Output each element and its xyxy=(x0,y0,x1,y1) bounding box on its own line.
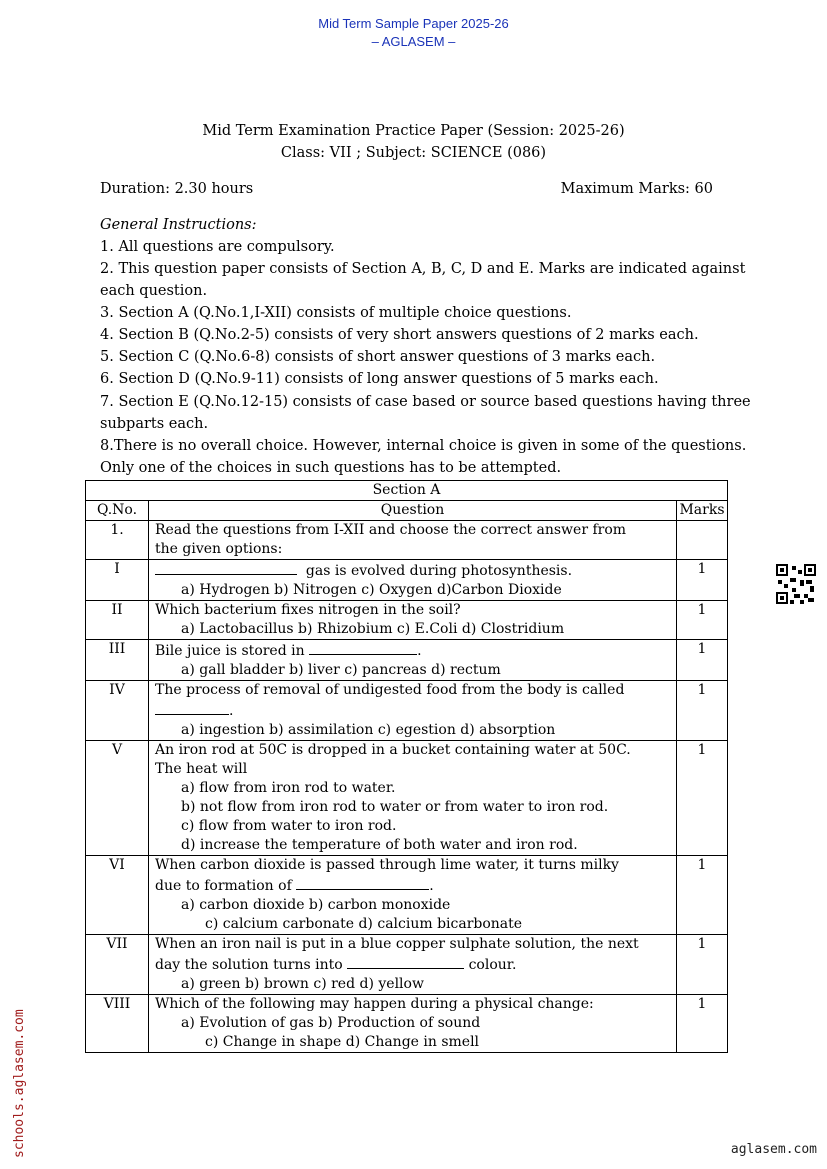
instruction-line: 4. Section B (Q.No.2-5) consists of very short answers questions of 2 marks each. xyxy=(100,327,699,343)
question-number: V xyxy=(86,741,149,856)
marks: 1 xyxy=(677,935,728,995)
options: a) Evolution of gas b) Production of sound xyxy=(181,1015,481,1031)
table-row xyxy=(86,741,728,856)
header-title: Mid Term Sample Paper 2025-26 xyxy=(318,16,509,31)
question-number: III xyxy=(86,640,149,681)
question-text: When carbon dioxide is passed through lime water, it turns milky due to formation of . a) carbon dioxide b) carbon monoxide c) calcium carbonate d) calcium bicarbonate xyxy=(149,856,677,935)
option: b) not flow from iron rod to water or from water to iron rod. xyxy=(181,799,609,815)
instruction-line: 6. Section D (Q.No.9-11) consists of long answer questions of 5 marks each. xyxy=(100,371,659,387)
col-qno-header: Q.No. xyxy=(86,501,149,521)
instruction-line: each question. xyxy=(100,283,208,299)
marks: 1 xyxy=(677,856,728,935)
instruction-line: subparts each. xyxy=(100,416,209,432)
question-text: Which bacterium fixes nitrogen in the soil? a) Lactobacillus b) Rhizobium c) E.Coli d) Clostridium xyxy=(149,601,677,640)
options: a) green b) brown c) red d) yellow xyxy=(181,976,424,992)
answer-blank xyxy=(155,700,229,715)
instruction-line: 3. Section A (Q.No.1,I-XII) consists of multiple choice questions. xyxy=(100,305,572,321)
instruction-line: 5. Section C (Q.No.6-8) consists of short answer questions of 3 marks each. xyxy=(100,349,656,365)
option: d) increase the temperature of both water and iron rod. xyxy=(181,837,578,853)
options: c) calcium carbonate d) calcium bicarbonate xyxy=(205,916,523,932)
answer-blank xyxy=(296,875,429,890)
table-row xyxy=(86,681,728,741)
options: a) ingestion b) assimilation c) egestion d) absorption xyxy=(181,722,556,738)
marks: 1 xyxy=(677,560,728,601)
paper-subtitle: Class: VII ; Subject: SCIENCE (086) xyxy=(280,145,547,161)
answer-blank xyxy=(309,640,417,655)
instruction-line: 8.There is no overall choice. However, internal choice is given in some of the questions. xyxy=(100,438,747,454)
footer-url[interactable]: aglasem.com xyxy=(730,1142,817,1157)
col-question-header: Question xyxy=(149,501,677,521)
question-text: When an iron nail is put in a blue copper sulphate solution, the next day the solution turns into colour. a) green b) brown c) red d) yellow xyxy=(149,935,677,995)
option: c) flow from water to iron rod. xyxy=(181,818,397,834)
paper-title: Mid Term Examination Practice Paper (Session: 2025-26) xyxy=(202,123,625,139)
table-row xyxy=(86,601,728,640)
table-row xyxy=(86,935,728,995)
question-number: 1. xyxy=(86,521,149,560)
options: a) gall bladder b) liver c) pancreas d) rectum xyxy=(181,662,501,678)
col-marks-header: Marks xyxy=(677,501,728,521)
instruction-line: 7. Section E (Q.No.12-15) consists of case based or source based questions having three xyxy=(100,394,751,410)
marks: 1 xyxy=(677,640,728,681)
duration: Duration: 2.30 hours xyxy=(100,181,254,197)
section-heading: Section A xyxy=(86,481,728,501)
table-row xyxy=(86,856,728,935)
marks: 1 xyxy=(677,681,728,741)
marks: 1 xyxy=(677,741,728,856)
instructions-heading: General Instructions: xyxy=(100,217,257,233)
question-number: VI xyxy=(86,856,149,935)
instruction-line: 2. This question paper consists of Section A, B, C, D and E. Marks are indicated against xyxy=(100,261,746,277)
instruction-line: Only one of the choices in such questions has to be attempted. xyxy=(100,460,562,476)
options: c) Change in shape d) Change in smell xyxy=(205,1034,480,1050)
table-row xyxy=(86,560,728,601)
header-brand: – AGLASEM – xyxy=(371,34,456,49)
question-number: IV xyxy=(86,681,149,741)
marks: 1 xyxy=(677,601,728,640)
table-row xyxy=(86,521,728,560)
options: a) Lactobacillus b) Rhizobium c) E.Coli d) Clostridium xyxy=(181,621,565,637)
table-row xyxy=(86,640,728,681)
instruction-line: 1. All questions are compulsory. xyxy=(100,239,335,255)
section-a-table xyxy=(85,480,728,1053)
question-text: gas is evolved during photosynthesis. a) Hydrogen b) Nitrogen c) Oxygen d)Carbon Dioxide xyxy=(149,560,677,601)
question-text: An iron rod at 50C is dropped in a bucket containing water at 50C. The heat will a) flow from iron rod to water. b) not flow from iron rod to water or from water to iron rod. c) flow from water to iron rod. d) increase the temperature of both water and iron rod. xyxy=(149,741,677,856)
marks: 1 xyxy=(677,995,728,1053)
option: a) flow from iron rod to water. xyxy=(181,780,396,796)
table-row xyxy=(86,995,728,1053)
question-text: Bile juice is stored in . a) gall bladder b) liver c) pancreas d) rectum xyxy=(149,640,677,681)
question-text: The process of removal of undigested food from the body is called . a) ingestion b) assimilation c) egestion d) absorption xyxy=(149,681,677,741)
question-text: Which of the following may happen during a physical change: a) Evolution of gas b) Production of sound c) Change in shape d) Change in smell xyxy=(149,995,677,1053)
answer-blank xyxy=(155,560,297,575)
question-number: VII xyxy=(86,935,149,995)
question-number: VIII xyxy=(86,995,149,1053)
question-text: Read the questions from I-XII and choose the correct answer from the given options: xyxy=(149,521,677,560)
answer-blank xyxy=(347,954,464,969)
question-number: I xyxy=(86,560,149,601)
question-number: II xyxy=(86,601,149,640)
side-watermark: schools.aglasem.com xyxy=(12,1009,27,1158)
qr-code-icon[interactable] xyxy=(776,564,816,604)
max-marks: Maximum Marks: 60 xyxy=(560,181,713,197)
options: a) Hydrogen b) Nitrogen c) Oxygen d)Carbon Dioxide xyxy=(181,582,562,598)
options: a) carbon dioxide b) carbon monoxide xyxy=(181,897,451,913)
